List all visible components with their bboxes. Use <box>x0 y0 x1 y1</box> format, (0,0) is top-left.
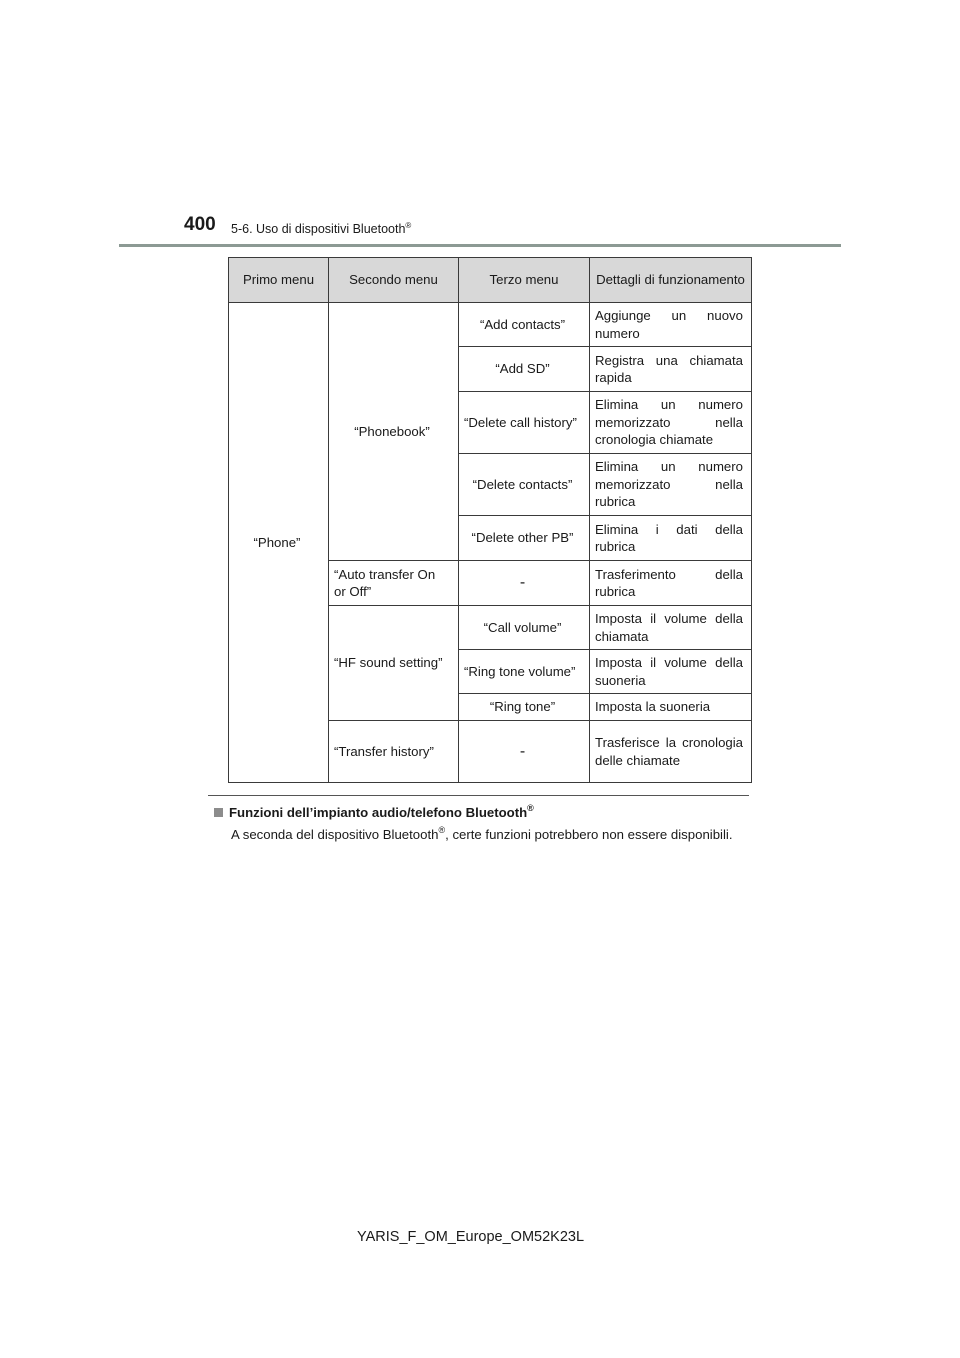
detail-cell: Elimina un numero memorizzato nella rubrica <box>590 454 752 516</box>
third-menu-cell: - <box>459 721 590 783</box>
detail-cell: Imposta il volume della suoneria <box>590 650 752 694</box>
registered-mark: ® <box>527 803 534 813</box>
bluetooth-menu-table <box>228 257 752 783</box>
detail-cell: Aggiunge un nuovo numero <box>590 303 752 347</box>
detail-cell: Imposta il volume della chiamata <box>590 606 752 650</box>
header-divider <box>119 244 841 247</box>
detail-cell: Registra una chiamata rapida <box>590 347 752 392</box>
column-header-third-menu: Terzo menu <box>459 258 590 303</box>
detail-cell: Elimina i dati della rubrica <box>590 516 752 561</box>
note-heading <box>214 803 534 820</box>
detail-cell: Trasferisce la cronologia delle chiamate <box>590 721 752 783</box>
second-menu-cell: “Auto transfer On or Off” <box>329 561 459 606</box>
third-menu-cell: “Call volume” <box>459 606 590 650</box>
third-menu-cell: “Add SD” <box>459 347 590 392</box>
section-title <box>231 221 411 236</box>
third-menu-cell: “Delete call history” <box>459 392 590 454</box>
note-heading-text: Funzioni dell’impianto audio/telefono Bluetooth <box>229 805 528 820</box>
third-menu-cell: “Delete other PB” <box>459 516 590 561</box>
third-menu-cell: “Ring tone” <box>459 694 590 721</box>
table-row <box>229 303 752 347</box>
square-bullet-icon <box>214 808 223 817</box>
document-code-footer: YARIS_F_OM_Europe_OM52K23L <box>357 1229 585 1245</box>
third-menu-cell: - <box>459 561 590 606</box>
section-divider <box>208 795 749 796</box>
column-header-second-menu: Secondo menu <box>329 258 459 303</box>
registered-mark: ® <box>438 825 446 835</box>
detail-cell: Imposta la suoneria <box>590 694 752 721</box>
column-header-details: Dettagli di funzionamento <box>590 258 752 303</box>
second-menu-cell: “Phonebook” <box>329 303 459 561</box>
detail-cell: Trasferimento della rubrica <box>590 561 752 606</box>
note-text <box>231 825 733 842</box>
page-number: 400 <box>184 214 216 235</box>
detail-cell: Elimina un numero memorizzato nella cronologia chiamate <box>590 392 752 454</box>
first-menu-cell: “Phone” <box>229 303 329 783</box>
column-header-first-menu: Primo menu <box>229 258 329 303</box>
third-menu-cell: “Delete contacts” <box>459 454 590 516</box>
registered-mark: ® <box>405 221 412 230</box>
note-text-start: A seconda del dispositivo Bluetooth <box>231 827 439 842</box>
note-text-end: , certe funzioni potrebbero non essere disponibili. <box>445 827 733 842</box>
table-header-row <box>229 258 752 303</box>
section-title-text: 5-6. Uso di dispositivi Bluetooth <box>231 222 406 236</box>
second-menu-cell: “Transfer history” <box>329 721 459 783</box>
second-menu-cell: “HF sound setting” <box>329 606 459 721</box>
third-menu-cell: “Ring tone volume” <box>459 650 590 694</box>
third-menu-cell: “Add contacts” <box>459 303 590 347</box>
